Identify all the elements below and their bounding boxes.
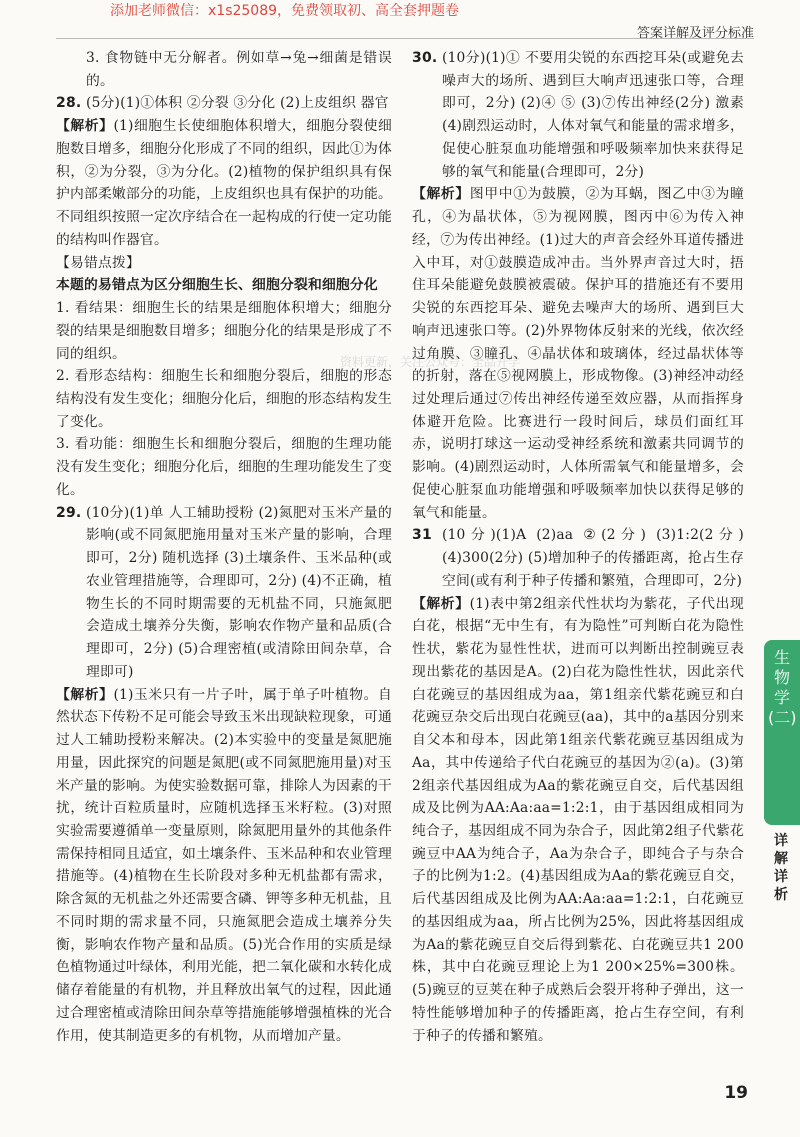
answer-text: (10分)(1)① 不要用尖锐的东西挖耳朵(或避免去噪声大的场所、遇到巨大响声迅速张口等，合理即可，2分) (2)④ ⑤ (3)⑦传出神经(2分) 激素 (4)剧烈运动时，人体对氧气和能量的需求增多，促使心脏泵血功能增强和呼吸频率加快来获得足够的氧气和能量(合理即可，2分) bbox=[442, 50, 744, 180]
analysis-28 bbox=[56, 115, 392, 251]
watermark: 资料更新，关注公众号：全品升学 bbox=[340, 355, 521, 369]
tip-title: 本题的易错点为区分细胞生长、细胞分裂和细胞分化 bbox=[56, 277, 378, 294]
question-number: 31 bbox=[412, 527, 432, 544]
question-31 bbox=[412, 524, 744, 592]
tip-item: 3. 看功能：细胞生长和细胞分裂后，细胞的生理功能没有发生变化；细胞分化后，细胞的生理功能发生了变化。 bbox=[56, 436, 392, 498]
answer-text: (5分)(1)①体积 ②分裂 ③分化 (2)上皮组织 器官 bbox=[86, 95, 389, 112]
question-28 bbox=[56, 92, 392, 115]
question-number: 28. bbox=[56, 95, 82, 112]
page-number: 19 bbox=[724, 1083, 748, 1103]
answer-text: (10分)(1)单 人工辅助授粉 (2)氮肥对玉米产量的影响(或不同氮肥施用量对玉米产量的影响，合理即可，2分) 随机选择 (3)土壤条件、玉米品种(或农业管理措施等，合理即可，2分) (4)不正确，植物生长的不同时期需要的无机盐不同，只施氮肥会造成土壤养分失衡，影响农作物产量和品质(合理即可，2分) (5)合理密植(或清除田间杂草，合理即可) bbox=[86, 504, 392, 680]
subject-tab-label: 生物学(二) bbox=[768, 648, 797, 727]
analysis-text: (1)细胞生长使细胞体积增大，细胞分裂使细胞数目增多，细胞分化形成了不同的组织，因此①为体积，②为分裂，③为分化。(2)植物的保护组织具有保护内部柔嫩部分的功能，上皮组织也具有保护的功能。不同组织按照一定次序结合在一起构成的行使一定功能的结构叫作器官。 bbox=[56, 118, 392, 248]
section-label: 详解详析 bbox=[774, 833, 788, 903]
question-29 bbox=[56, 502, 392, 684]
question-number: 30. bbox=[412, 50, 438, 66]
tip-item: 2. 看形态结构：细胞生长和细胞分裂后，细胞的形态结构没有发生变化；细胞分化后，细胞的形态结构发生了变化。 bbox=[56, 368, 392, 430]
analysis-label: 【解析】 bbox=[412, 595, 470, 612]
header-divider bbox=[56, 38, 754, 39]
analysis-label: 【解析】 bbox=[56, 686, 114, 703]
question-30 bbox=[412, 47, 744, 183]
analysis-text: 图甲中①为鼓膜，②为耳蜗，图乙中③为瞳孔，④为晶状体，⑤为视网膜，图丙中⑥为传入神经，⑦为传出神经。(1)过大的声音会经外耳道传播进入中耳，对①鼓膜造成冲击。当外界声音过大时，捂住耳朵能避免鼓膜被震破。保护耳的措施还有不要用尖锐的东西挖耳朵、避免去噪声大的场所、遇到巨大响声迅速张口等。(2)外界物体反射来的光线，依次经过角膜、③瞳孔、④晶状体和玻璃体，经过晶状体等的折射，落在⑤视网膜上，形成物像。(3)神经冲动经过处理后通过⑦传出神经传递至效应器，从而指挥身体避开危险。比赛进行一段时间后，球员们面红耳赤，说明打球这一运动受神经系统和激素共同调节的影响。(4)剧烈运动时，人体所需氧气和能量增多，会促使心脏泵血功能增强和呼吸频率加快以获得足够的氧气和能量。 bbox=[412, 186, 744, 521]
analysis-label: 【解析】 bbox=[412, 186, 470, 203]
analysis-31 bbox=[412, 593, 744, 1048]
analysis-text: (1)表中第2组亲代性状均为紫花，子代出现白花，根据“无中生有，有为隐性”可判断白花为隐性性状，紫花为显性性状，进而可以判断出控制豌豆表现出紫花的基因是A。(2)白花为隐性性状，因此亲代白花豌豆的基因组成为aa，第1组亲代紫花豌豆和白花豌豆杂交后出现白花豌豆(aa)，其中的a基因分别来自父本和母本，因此第1组亲代紫花豌豆基因组成为Aa，其中传递给子代白花豌豆的基因为②(a)。(3)第2组亲代基因组成为Aa的紫花豌豆自交，后代基因组成及比例为AA:Aa:aa=1:2:1，由于基因组成相同为纯合子，基因组成不同为杂合子，因此第2组子代紫花豌豆中AA为纯合子，Aa为杂合子，即纯合子与杂合子的比例为1:2。(4)基因组成为Aa的紫花豌豆自交，后代基因组成及比例为AA:Aa:aa=1:2:1，白花豌豆的基因组成为aa，所占比例为25%，因此将基因组成为Aa的紫花豌豆自交后得到紫花、白花豌豆共1 200株，其中白花豌豆理论上为1 200×25%=300株。(5)豌豆的豆荚在种子成熟后会裂开将种子弹出，这一特性能够增加种子的传播距离，抢占生存空间，有利于种子的传播和繁殖。 bbox=[412, 595, 744, 1044]
left-column bbox=[56, 47, 392, 1047]
tip-label: 【易错点拨】 bbox=[56, 254, 140, 271]
analysis-text: (1)玉米只有一片子叶，属于单子叶植物。自然状态下传粉不足可能会导致玉米出现缺粒现象，可通过人工辅助授粉来解决。(2)本实验中的变量是氮肥施用量，因此探究的问题是氮肥(或不同氮肥施用量)对玉米产量的影响。为使实验数据可靠，排除人为因素的干扰，统计百粒质量时，应随机选择玉米籽粒。(3)对照实验需要遵循单一变量原则，除氮肥用量外的其他条件需保持相同且适宜，如土壤条件、玉米品种和农业管理措施等。(4)植物在生长阶段对多种无机盐都有需求，除含氮的无机盐之外还需要含磷、钾等多种无机盐，且不同时期的需求量不同，只施氮肥会造成土壤养分失衡，影响农作物产量和品质。(5)光合作用的实质是绿色植物通过叶绿体，利用光能，把二氧化碳和水转化成储存着能量的有机物，并且释放出氧气的过程，因此通过合理密植或清除田间杂草等措施能够增强植株的光合作用，使其制造更多的有机物，从而增加产量。 bbox=[56, 686, 392, 1044]
question-number: 29. bbox=[56, 504, 82, 521]
running-head: 答案详解及评分标准 bbox=[636, 26, 754, 41]
analysis-label: 【解析】 bbox=[56, 118, 114, 135]
q27-tail: 3. 食物链中无分解者。例如草→兔→细菌是错误的。 bbox=[86, 50, 392, 89]
tip-item: 1. 看结果：细胞生长的结果是细胞体积增大；细胞分裂的结果是细胞数目增多；细胞分化的结果是形成了不同的组织。 bbox=[56, 300, 392, 362]
promo-banner: 添加老师微信：x1s25089，免费领取初、高全套押题卷 bbox=[110, 3, 460, 19]
answer-text: (10分)(1)A (2)aa ②(2分) (3)1:2(2分) (4)300(2分) (5)增加种子的传播距离，抢占生存空间(或有利于种子传播和繁殖，合理即可，2分) bbox=[442, 527, 744, 589]
right-column bbox=[412, 47, 744, 1047]
analysis-29 bbox=[56, 684, 392, 1048]
analysis-30 bbox=[412, 183, 744, 524]
